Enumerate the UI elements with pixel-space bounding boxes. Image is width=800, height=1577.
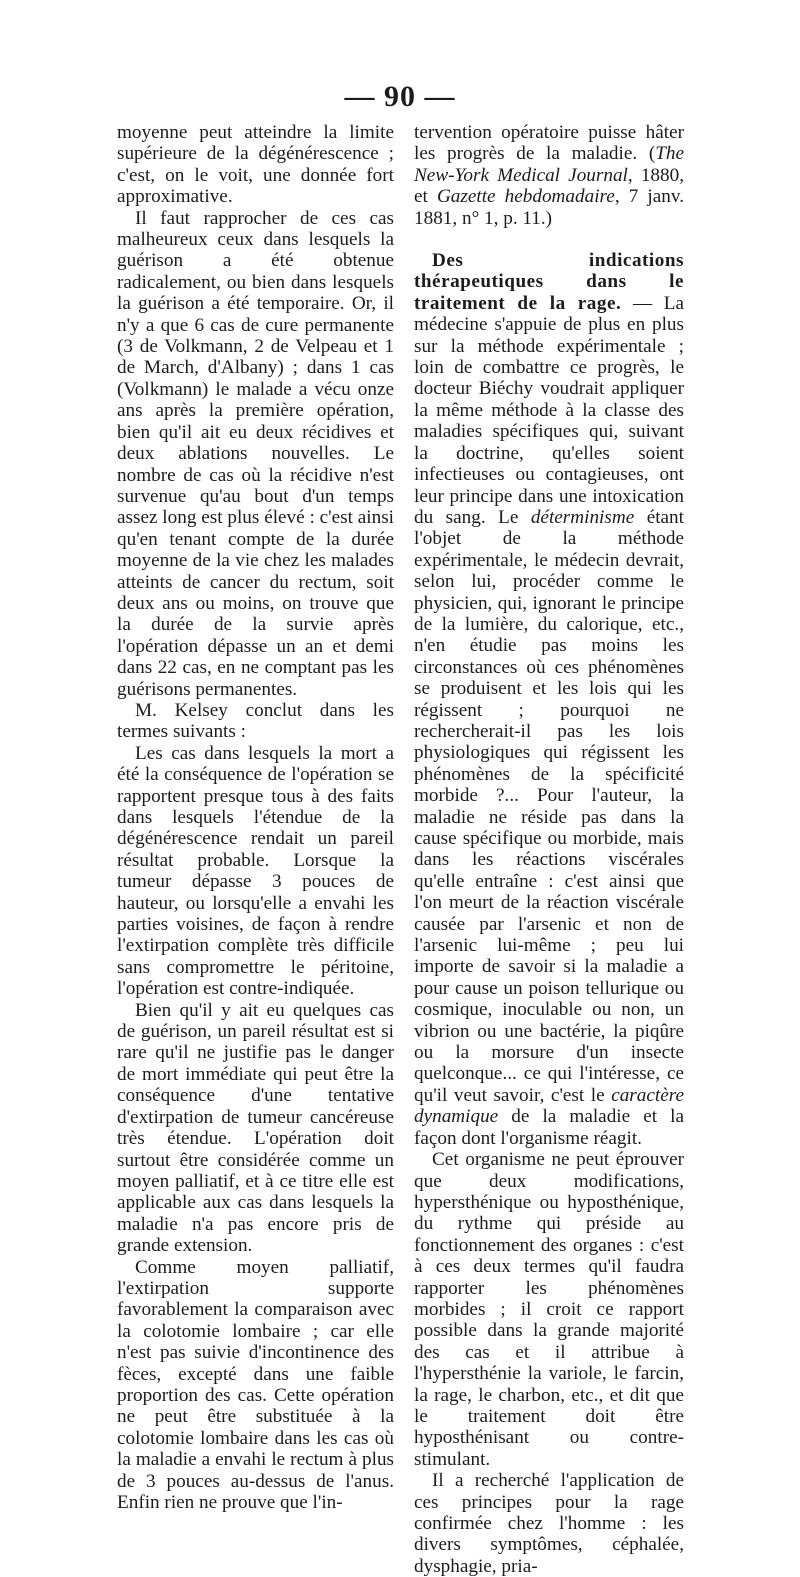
paragraph-section	[414, 250, 684, 1149]
page-number: — 90 —	[344, 80, 456, 113]
left-column	[117, 122, 394, 1513]
paragraph: Les cas dans lesquels la mort a été la conséquence de l'opération se rapportent presque tous à des faits dans lesquels l'étendue de la dégénérescence rendait un pareil résultat probable. Lorsque la tumeur dépasse 3 pouces de hauteur, ou lorsqu'elle a envahi les parties voisines, de façon à rendre l'extirpation complète très difficile sans compromettre le péritoine, l'opération est contre-indiquée.	[117, 742, 394, 1000]
body-text: de la maladie et la façon dont l'organisme réagit.	[414, 1106, 684, 1149]
paragraph-citation	[414, 122, 684, 229]
paragraph: Il faut rapprocher de ces cas malheureux ceux dans lesquels la guérison a été obtenue radicalement, ou bien dans lesquels la guérison a été temporaire. Or, il n'y a que 6 cas de cure permanente (3 de Volkmann, 2 de Velpeau et 1 de March, d'Albany) ; dans 1 cas (Volkmann) le malade a vécu onze ans après la première opération, bien qu'il ait eu deux récidives et deux ablations nouvelles. Le nombre de cas où la récidive n'est survenue qu'au bout d'un temps assez long est plus élevé : c'est ainsi qu'en tenant compte de la durée moyenne de la vie chez les malades atteints de cancer du rectum, soit deux ans ou moins, on trouve que la durée de la survie après l'opération dépasse un an et demi dans 22 cas, en ne comptant pas les guérisons permanentes.	[117, 207, 394, 700]
right-column	[414, 122, 684, 1577]
citation-text: , 7 janv. 1881, n° 1, p. 11.)	[414, 186, 684, 229]
italic-term: déterminisme	[530, 506, 635, 528]
paragraph: Il a recherché l'application de ces principes pour la rage confirmée chez l'homme : les divers symptômes, céphalée, dysphagie, pria-	[414, 1470, 684, 1577]
italic-term: caractère dynamique	[414, 1084, 684, 1128]
citation-text: , 1880, et	[414, 164, 685, 208]
journal-title: The New-York Medical Journal	[414, 143, 684, 186]
paragraph: Comme moyen palliatif, l'extirpation supporte favorablement la comparaison avec la colotomie lombaire ; car elle n'est pas suivie d'incontinence des fèces, excepté dans une faible proportion des cas. Cette opération ne peut être substituée à la colotomie lombaire dans les cas où la maladie a envahi le rectum à plus de 3 pouces au-dessus de l'anus. Enfin rien ne prouve que l'in-	[117, 1256, 394, 1513]
citation-text: tervention opératoire puisse hâter les progrès de la maladie. (	[414, 122, 684, 165]
journal-title: Gazette hebdomadaire	[436, 186, 615, 208]
paragraph: moyenne peut atteindre la limite supérieure de la dégénérescence ; c'est, on le voit, une donnée fort approximative.	[117, 122, 394, 208]
paragraph: Cet organisme ne peut éprouver que deux modifications, hypersthénique ou hyposthénique, du rythme qui préside au fonctionnement des organes : c'est à ces deux termes qu'il faudra rapporter les phénomènes morbides ; il croit ce rapport possible dans la grande majorité des cas et il attribue à l'hypersthénie la variole, le farcin, la rage, le charbon, etc., et dit que le traitement doit être hyposthénisant ou contre-stimulant.	[414, 1149, 684, 1470]
body-text: étant l'objet de la méthode expérimentale, le médecin devrait, selon lui, procéder comme le physicien, qui, ignorant le principe de la lumière, du calorique, etc., n'en étudie pas moins les circonstances où ces phénomènes se produisent et les lois qui les régissent ; pourquoi ne rechercherait-il pas les lois physiologiques qui régissent les phénomènes de la spécificité morbide ?... Pour l'auteur, la maladie ne réside pas dans la cause spécifique ou morbide, mais dans les réactions viscérales qu'elle entraîne : c'est ainsi que l'on meurt de la réaction viscérale causée par l'arsenic et non de l'arsenic lui-même ; peu lui importe de savoir si la maladie a pour cause un poison tellurique ou cosmique, inoculable ou non, un vibrion ou une bactérie, la piqûre ou la morsure d'un insecte quelconque... ce qui l'intéresse, ce qu'il veut savoir, c'est le	[414, 506, 684, 1106]
section-heading: Des indications thérapeutiques dans le traitement de la rage.	[414, 250, 684, 314]
body-text: — La médecine s'appuie de plus en plus sur la méthode expérimentale ; loin de combattre ce progrès, le docteur Biéchy voudrait appliquer la même méthode à la classe des maladies spécifiques qui, suivant la doctrine, qu'elles soient infectieuses ou contagieuses, ont leur principe dans une intoxication du sang. Le	[414, 292, 684, 528]
paragraph: M. Kelsey conclut dans les termes suivants :	[117, 699, 394, 743]
paragraph: Bien qu'il y ait eu quelques cas de guérison, un pareil résultat est si rare qu'il ne justifie pas le danger de mort immédiate qui peut être la conséquence d'une tentative d'extirpation de tumeur cancéreuse très étendue. L'opération doit surtout être considérée comme un moyen palliatif, et à ce titre elle est applicable aux cas dans lesquels la maladie n'a pas encore pris de grande extension.	[117, 999, 394, 1257]
